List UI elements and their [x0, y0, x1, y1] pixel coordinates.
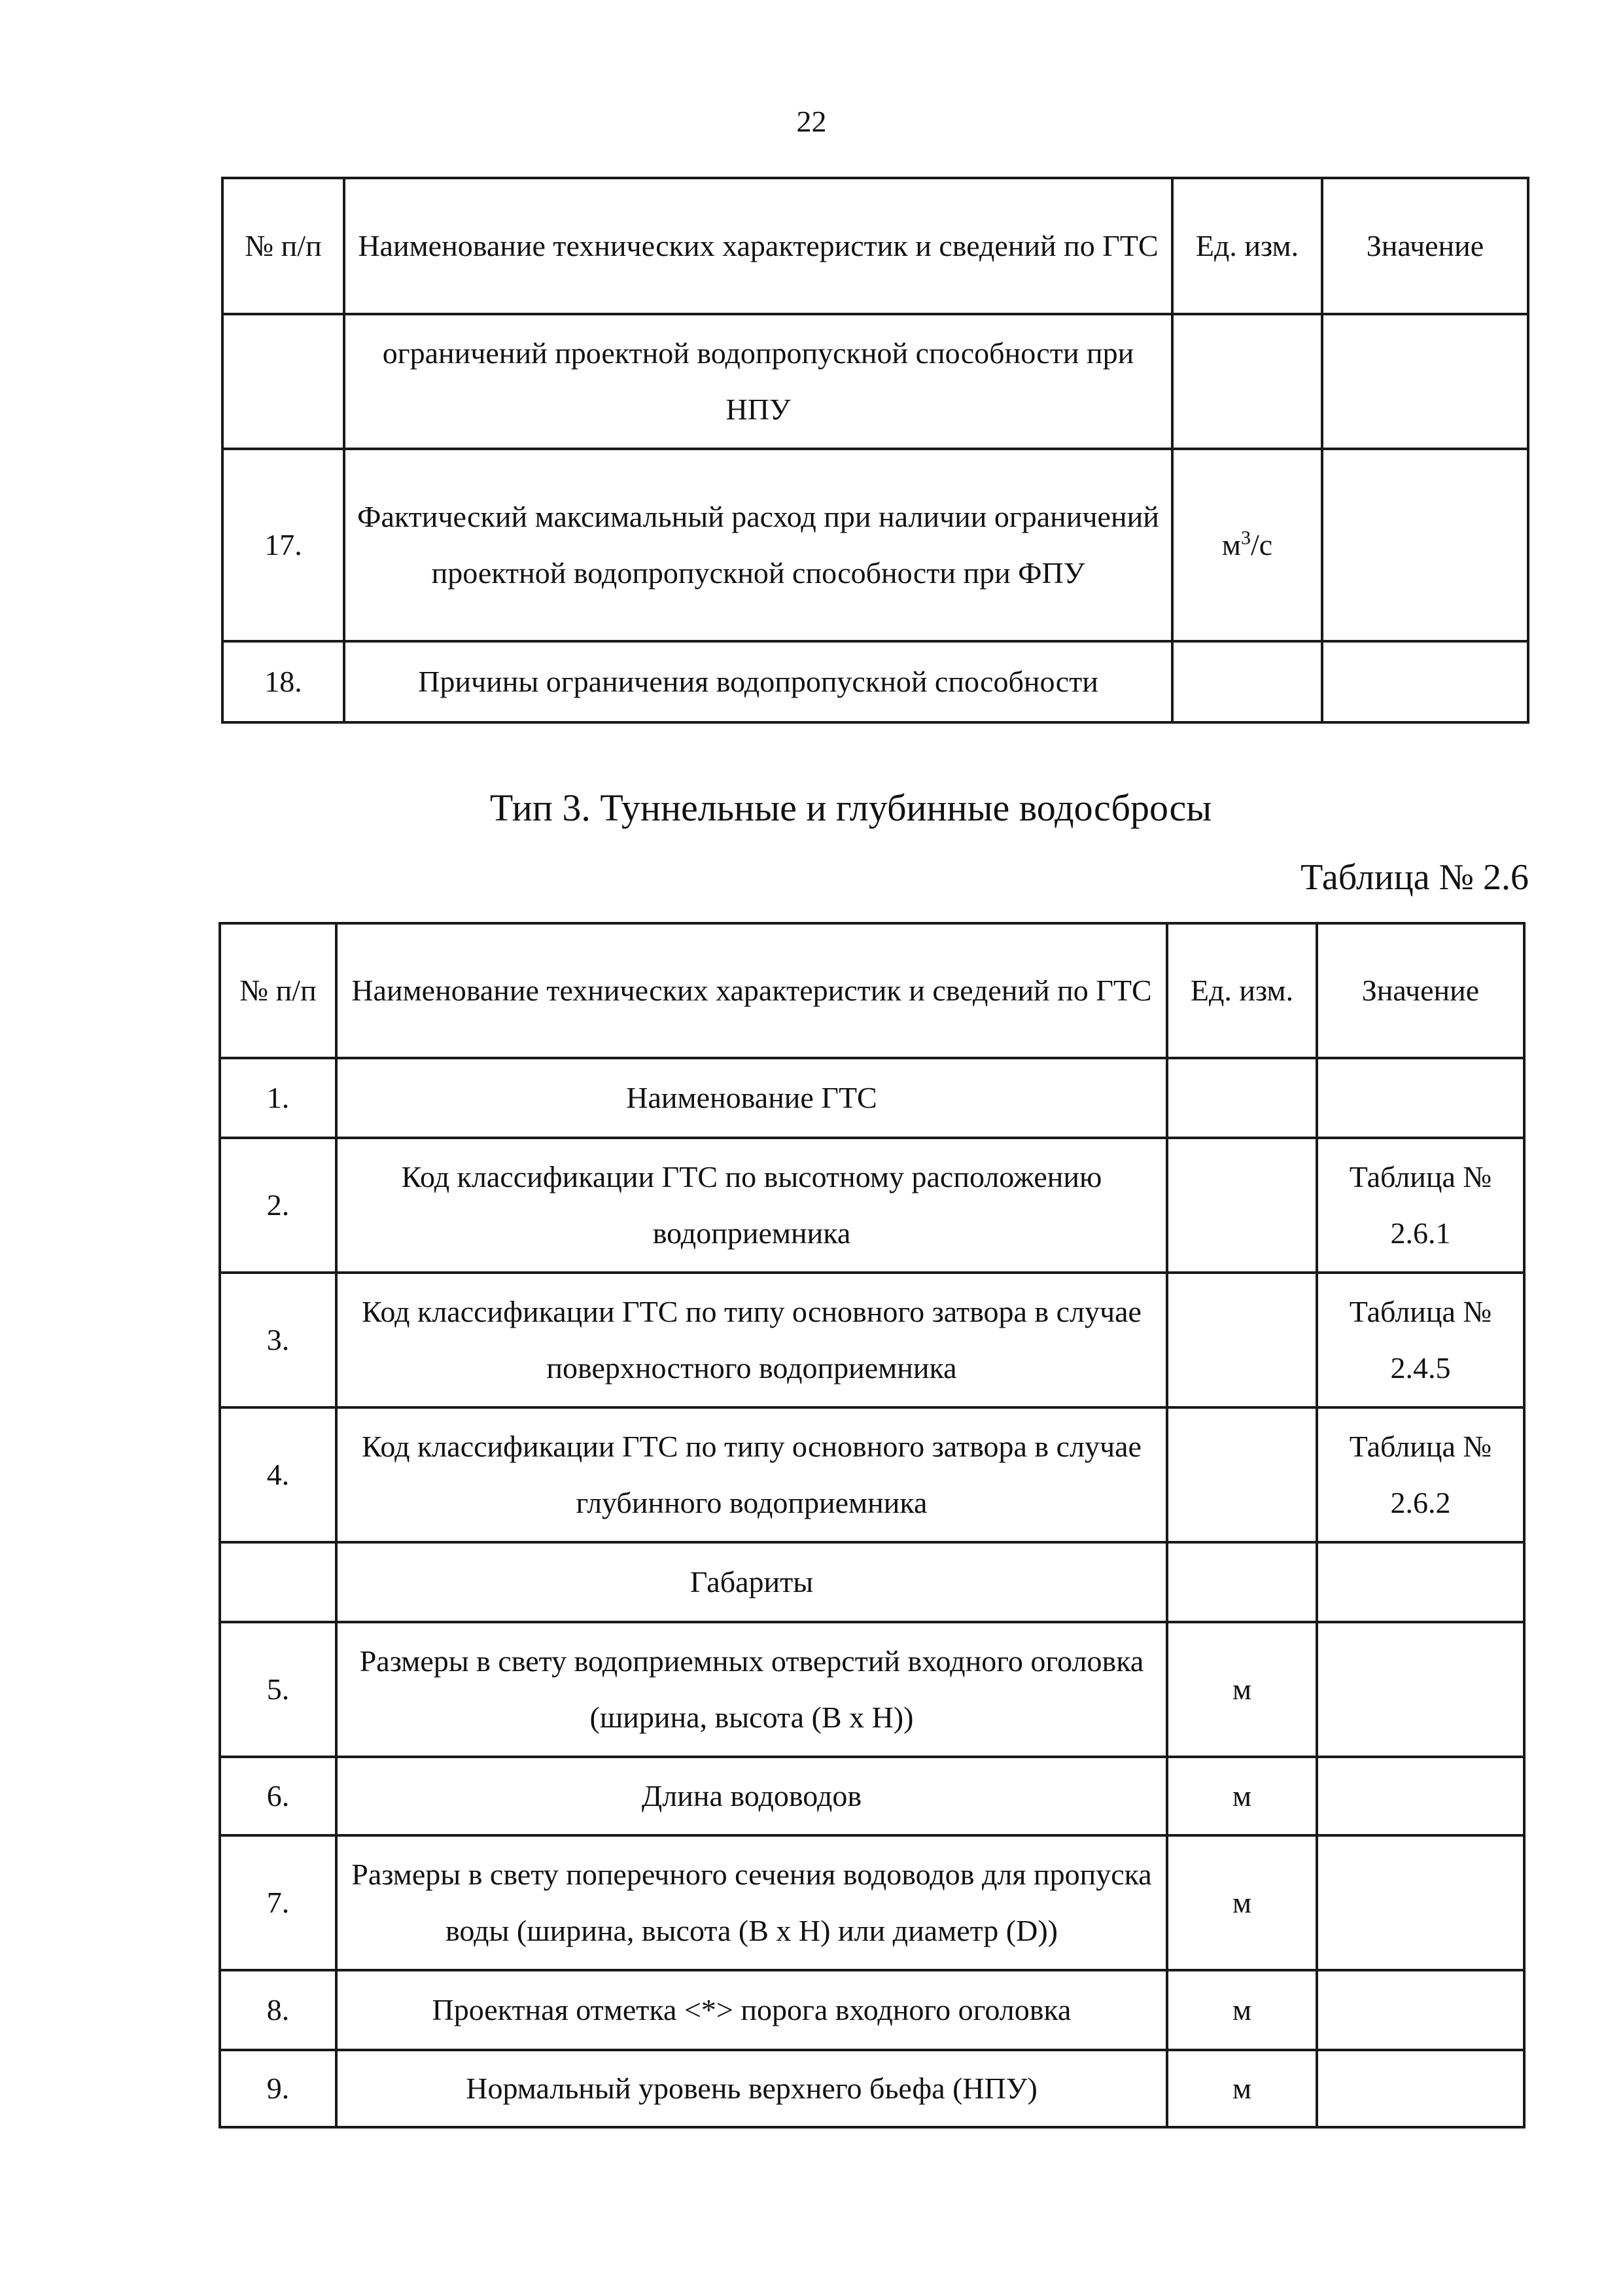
row-value: Таблица № 2.4.5: [1317, 1273, 1524, 1407]
row-unit: [1172, 449, 1322, 641]
row-value: [1317, 1542, 1524, 1622]
unit-superscript: 3: [1240, 527, 1251, 549]
row-num: 5.: [220, 1622, 336, 1757]
row-num: 6.: [220, 1757, 336, 1835]
row-name: Проектная отметка <*> порога входного оголовка: [336, 1970, 1167, 2050]
table-header-row: [220, 923, 1524, 1058]
row-num: [222, 314, 344, 449]
row-value: [1322, 641, 1528, 722]
table-caption: Таблица № 2.6: [1300, 857, 1529, 898]
table-row: [220, 1138, 1524, 1273]
table-row: [222, 641, 1528, 722]
row-name: Размеры в свету водоприемных отверстий входного оголовка (ширина, высота (B x H)): [336, 1622, 1167, 1757]
row-name: Фактический максимальный расход при наличии ограничений проектной водопропускной способности при ФПУ: [344, 449, 1172, 641]
row-num: 9.: [220, 2050, 336, 2127]
header-value: Значение: [1317, 923, 1524, 1058]
row-unit: [1172, 641, 1322, 722]
table-row: [220, 1058, 1524, 1138]
row-unit: м: [1167, 1970, 1317, 2050]
table-header-row: [222, 178, 1528, 314]
row-num: 17.: [222, 449, 344, 641]
row-unit: м: [1167, 1835, 1317, 1970]
table-row: [220, 1542, 1524, 1622]
row-value: [1317, 1757, 1524, 1835]
row-unit: м: [1167, 1757, 1317, 1835]
row-name: Код классификации ГТС по высотному расположению водоприемника: [336, 1138, 1167, 1273]
row-num: 3.: [220, 1273, 336, 1407]
table-row: [220, 1622, 1524, 1757]
row-unit: [1167, 1407, 1317, 1542]
table-row: [220, 1835, 1524, 1970]
row-name: Причины ограничения водопропускной способности: [344, 641, 1172, 722]
row-unit: [1167, 1058, 1317, 1138]
header-name: Наименование технических характеристик и сведений по ГТС: [336, 923, 1167, 1058]
row-value: [1322, 449, 1528, 641]
section-title: Тип 3. Туннельные и глубинные водосбросы: [489, 786, 1212, 829]
row-unit: м: [1167, 2050, 1317, 2127]
row-name: Код классификации ГТС по типу основного затвора в случае поверхностного водоприемника: [336, 1273, 1167, 1407]
table-row: [220, 1970, 1524, 2050]
row-num: [220, 1542, 336, 1622]
page-number: 22: [796, 105, 827, 138]
row-name: Размеры в свету поперечного сечения водоводов для пропуска воды (ширина, высота (B x H) или диаметр (D)): [336, 1835, 1167, 1970]
row-name: Длина водоводов: [336, 1757, 1167, 1835]
row-num: 4.: [220, 1407, 336, 1542]
table-row: [220, 1273, 1524, 1407]
header-unit: Ед. изм.: [1172, 178, 1322, 314]
row-unit: [1172, 314, 1322, 449]
row-name: Габариты: [336, 1542, 1167, 1622]
table-row: [222, 314, 1528, 449]
header-num: № п/п: [220, 923, 336, 1058]
row-name: Нормальный уровень верхнего бьефа (НПУ): [336, 2050, 1167, 2127]
row-name: ограничений проектной водопропускной способности при НПУ: [344, 314, 1172, 449]
row-value: Таблица № 2.6.2: [1317, 1407, 1524, 1542]
continued-spec-table: [221, 177, 1529, 724]
row-value: [1317, 1058, 1524, 1138]
spec-table-2-6: [218, 922, 1526, 2128]
row-value: [1317, 1835, 1524, 1970]
row-num: 1.: [220, 1058, 336, 1138]
table-row: [220, 2050, 1524, 2127]
row-unit: [1167, 1138, 1317, 1273]
table-row: [220, 1757, 1524, 1835]
row-unit: [1167, 1542, 1317, 1622]
row-value: [1317, 1970, 1524, 2050]
row-value: [1317, 1622, 1524, 1757]
row-num: 2.: [220, 1138, 336, 1273]
row-unit: [1167, 1273, 1317, 1407]
header-num: № п/п: [222, 178, 344, 314]
table-row: [220, 1407, 1524, 1542]
row-value: [1322, 314, 1528, 449]
unit-tail: /с: [1250, 528, 1273, 561]
header-name: Наименование технических характеристик и сведений по ГТС: [344, 178, 1172, 314]
row-name: Наименование ГТС: [336, 1058, 1167, 1138]
header-value: Значение: [1322, 178, 1528, 314]
unit-base: м: [1221, 528, 1241, 561]
row-value: Таблица № 2.6.1: [1317, 1138, 1524, 1273]
row-name: Код классификации ГТС по типу основного затвора в случае глубинного водоприемника: [336, 1407, 1167, 1542]
row-num: 7.: [220, 1835, 336, 1970]
header-unit: Ед. изм.: [1167, 923, 1317, 1058]
row-value: [1317, 2050, 1524, 2127]
row-num: 18.: [222, 641, 344, 722]
row-unit: м: [1167, 1622, 1317, 1757]
row-num: 8.: [220, 1970, 336, 2050]
table-row: [222, 449, 1528, 641]
